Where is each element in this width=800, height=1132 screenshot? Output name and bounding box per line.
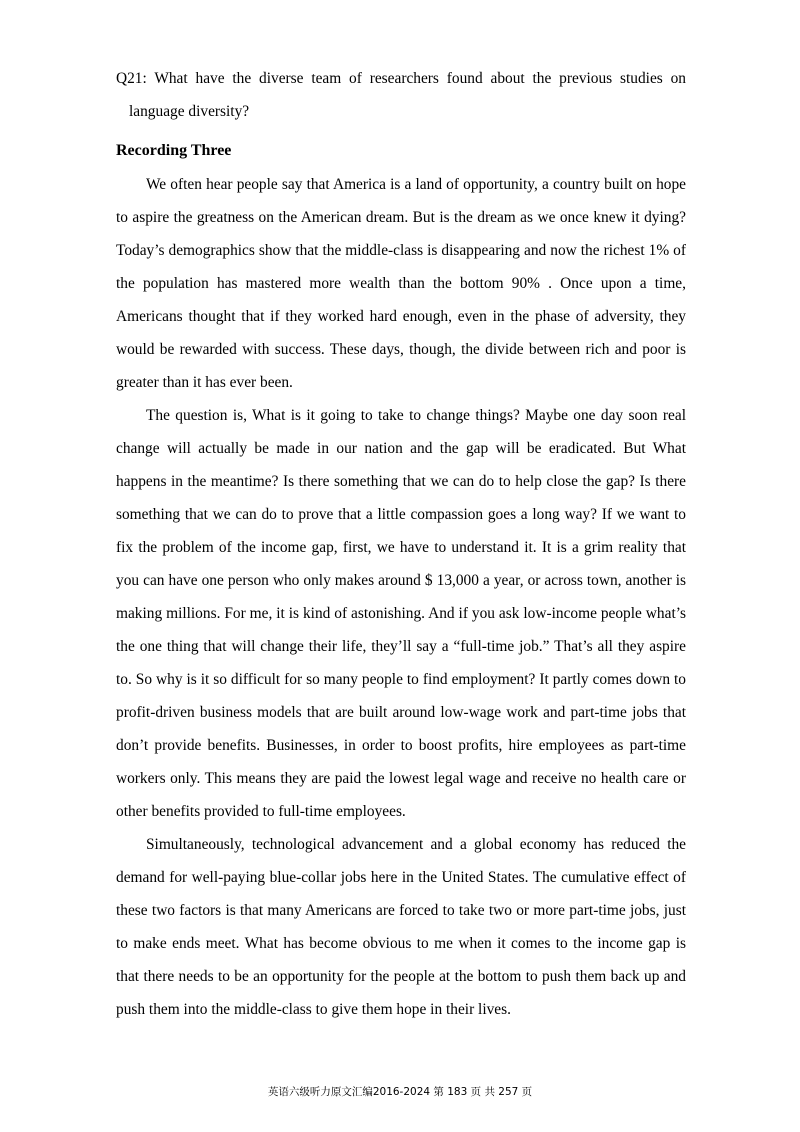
paragraph-3: Simultaneously, technological advancement and a global economy has reduced the demand for well-paying blue-collar jobs here in the United States. The cumulative effect of these two factors is that many Americans are forced to take two or more part-time jobs, just to make ends meet. What has become obvious to me when it comes to the income gap is that there needs to be an opportunity for the people at the bottom to push them back up and push them into the middle-class to give them hope in their lives.: [116, 836, 686, 1018]
section-heading: Recording Three: [116, 142, 232, 159]
document-body: [116, 62, 686, 1026]
paragraph-1: We often hear people say that America is a land of opportunity, a country built on hope to aspire the greatness on the American dream. But is the dream as we once knew it dying? Today’s demographics show that the middle-class is disappearing and now the richest 1% of the population has mastered more wealth than the bottom 90% . Once upon a time, Americans thought that if they worked hard enough, even in the phase of adversity, they would be rewarded with success. These days, though, the divide between rich and poor is greater than it has ever been.: [116, 176, 686, 391]
paragraph-2: The question is, What is it going to take to change things? Maybe one day soon real change will actually be made in our nation and the gap will be eradicated. But What happens in the meantime? Is there something that we can do to help close the gap? Is there something that we can do to prove that a little compassion goes a long way? If we want to fix the problem of the income gap, first, we have to understand it. It is a grim reality that you can have one person who only makes around $ 13,000 a year, or across town, another is making millions. For me, it is kind of astonishing. And if you ask low-income people what’s the one thing that will change their life, they’ll say a “full-time job.” That’s all they aspire to. So why is it so difficult for so many people to find employment? It partly comes down to profit-driven business models that are built around low-wage work and part-time jobs that don’t provide benefits. Businesses, in order to boost profits, hire employees as part-time workers only. This means they are paid the lowest legal wage and receive no health care or other benefits provided to full-time employees.: [116, 407, 686, 820]
question-q21: Q21: What have the diverse team of researchers found about the previous studies on language diversity?: [116, 70, 686, 120]
page-footer: 英语六级听力原文汇编2016-2024 第 183 页 共 257 页: [267, 1086, 533, 1098]
